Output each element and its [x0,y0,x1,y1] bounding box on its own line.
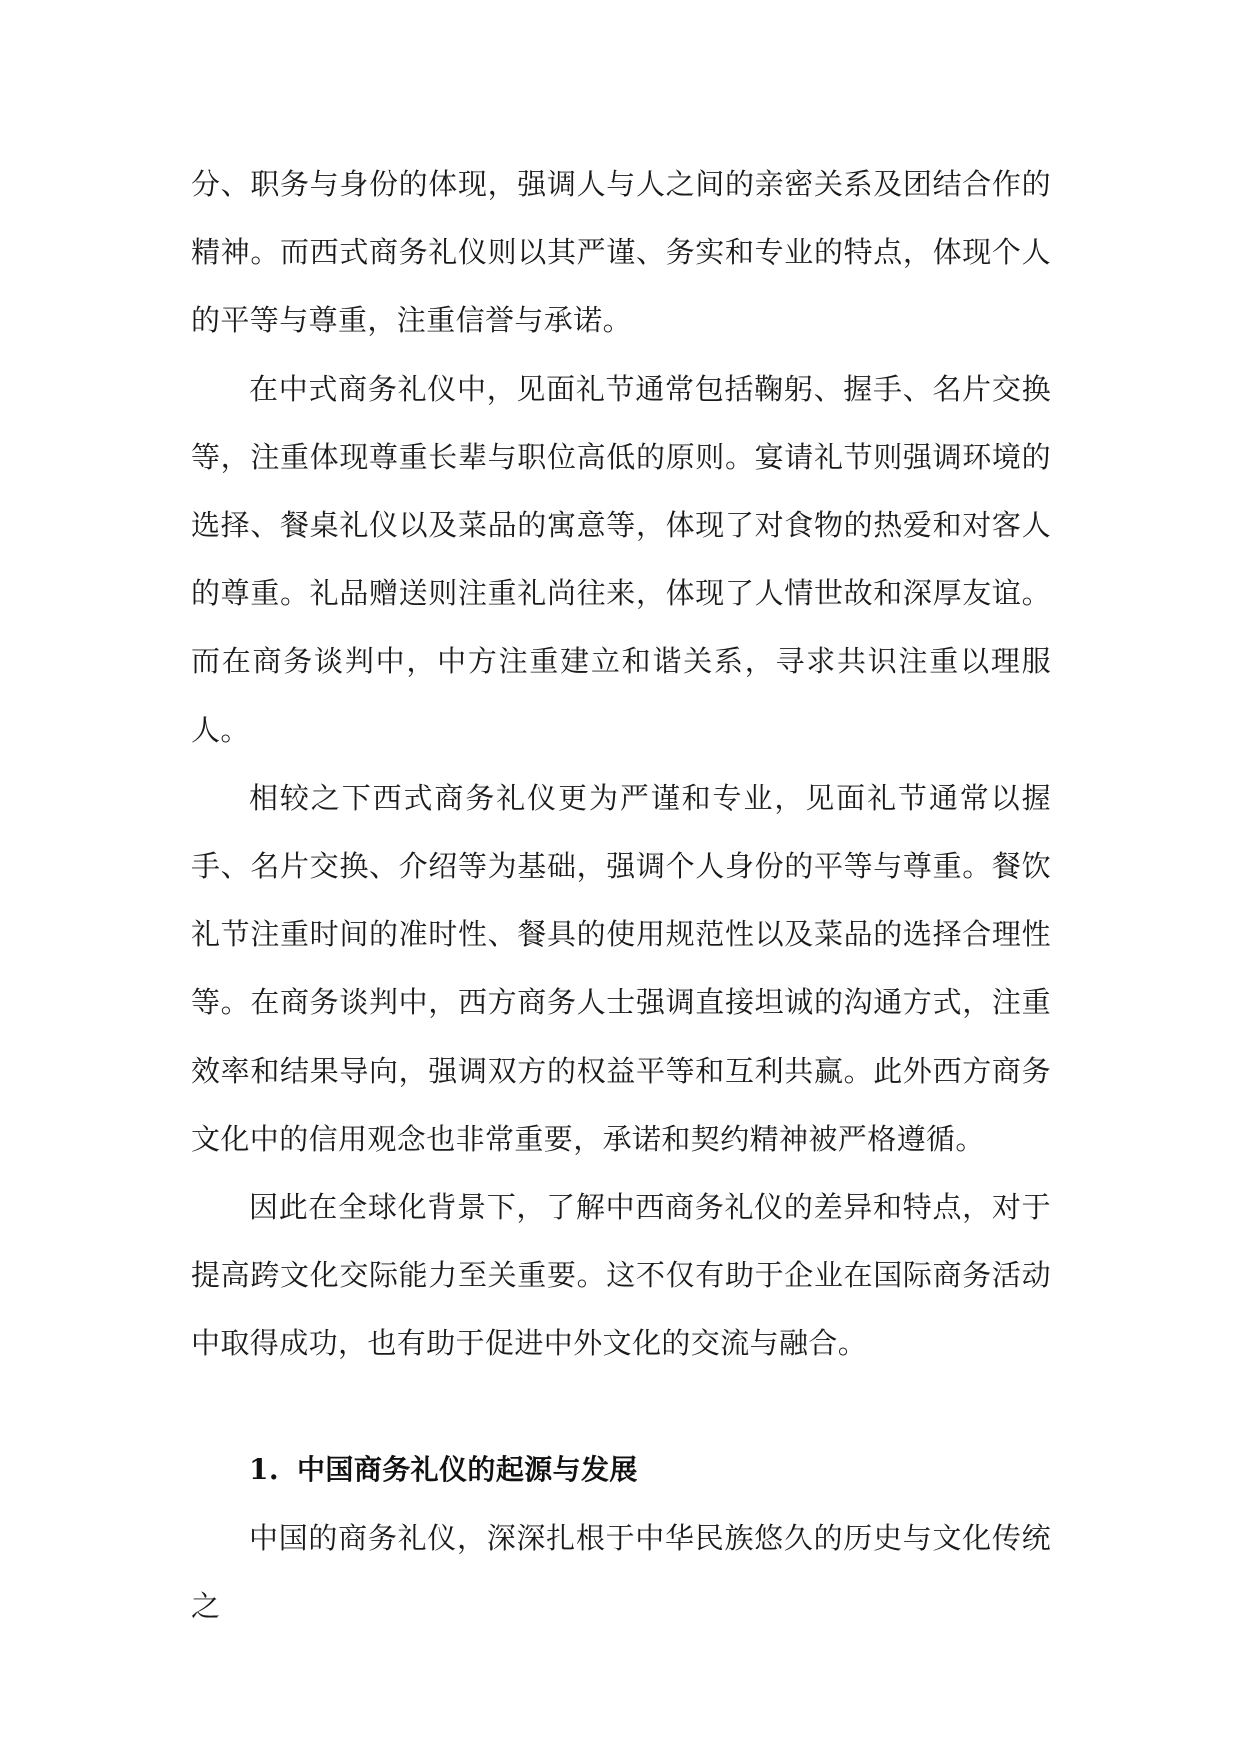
paragraph-conclusion: 因此在全球化背景下，了解中西商务礼仪的差异和特点，对于提高跨文化交际能力至关重要。这不仅有助于企业在国际商务活动中取得成功，也有助于促进中外文化的交流与融合。 [191,1190,1051,1361]
paragraph-chinese-etiquette: 在中式商务礼仪中，见面礼节通常包括鞠躬、握手、名片交换等，注重体现尊重长辈与职位高低的原则。宴请礼节则强调环境的选择、餐桌礼仪以及菜品的寓意等，体现了对食物的热爱和对客人的尊重。礼品赠送则注重礼尚往来，体现了人情世故和深厚友谊。而在商务谈判中，中方注重建立和谐关系，寻求共识注重以理服人。 [191,371,1051,747]
paragraph-continuation: 分、职务与身份的体现，强调人与人之间的亲密关系及团结合作的精神。而西式商务礼仪则以其严谨、务实和专业的特点，体现个人的平等与尊重，注重信誉与承诺。 [191,167,1051,338]
section-number: 1. [249,1452,280,1486]
document-body [191,150,1051,1640]
paragraph-western-etiquette: 相较之下西式商务礼仪更为严谨和专业，见面礼节通常以握手、名片交换、介绍等为基础，强调个人身份的平等与尊重。餐饮礼节注重时间的准时性、餐具的使用规范性以及菜品的选择合理性等。在商务谈判中，西方商务人士强调直接坦诚的沟通方式，注重效率和结果导向，强调双方的权益平等和互利共赢。此外西方商务文化中的信用观念也非常重要，承诺和契约精神被严格遵循。 [191,780,1051,1156]
section-title: 中国商务礼仪的起源与发展 [297,1452,638,1486]
section-paragraph: 中国的商务礼仪，深深扎根于中华民族悠久的历史与文化传统之 [191,1520,1051,1624]
section-heading [191,1436,1051,1504]
